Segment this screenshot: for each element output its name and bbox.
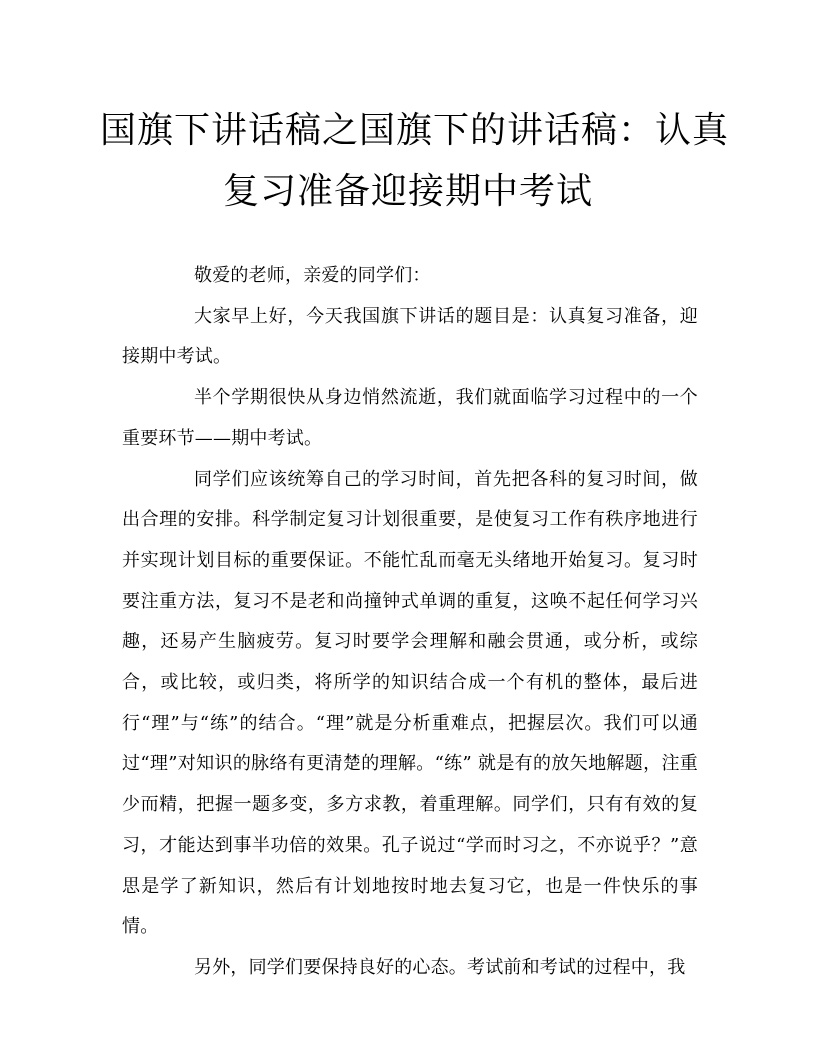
document-title-line-1: 国旗下讲话稿之国旗下的讲话稿：认真 <box>100 110 730 151</box>
paragraph-mindset: 另外，同学们要保持良好的心态。考试前和考试的过程中，我 <box>194 956 686 978</box>
document-title-line-2: 复习准备迎接期中考试 <box>222 171 593 212</box>
paragraph-greeting: 敬爱的老师，亲爱的同学们： <box>194 265 431 286</box>
document-body <box>122 256 698 989</box>
paragraph-midterm-intro: 半个学期很快从身边悄然流逝，我们就面临学习过程中的一个重要环节——期中考试。 <box>122 387 698 449</box>
paragraph-review-methods: 同学们应该统筹自己的学习时间，首先把各科的复习时间，做出合理的安排。科学制定复习计划很重要，是使复习工作有秩序地进行并实现计划目标的重要保证。不能忙乱而毫无头绪地开始复习。复习时要注重方法，复习不是老和尚撞钟式单调的重复，这唤不起任何学习兴趣，还易产生脑疲劳。复习时要学会理解和融会贯通，或分析，或综合，或比较，或归类，将所学的知识结合成一个有机的整体，最后进行“理”与“练”的结合。“理”就是分析重难点，把握层次。我们可以通过“理”对知识的脉络有更清楚的理解。“练” 就是有的放矢地解题，注重少而精，把握一题多变，多方求教，着重理解。同学们，只有有效的复习，才能达到事半功倍的效果。孔子说过“学而时习之，不亦说乎？”意思是学了新知识，然后有计划地按时地去复习它，也是一件快乐的事情。 <box>122 468 698 938</box>
paragraph-topic: 大家早上好，今天我国旗下讲话的题目是：认真复习准备，迎接期中考试。 <box>122 305 698 368</box>
